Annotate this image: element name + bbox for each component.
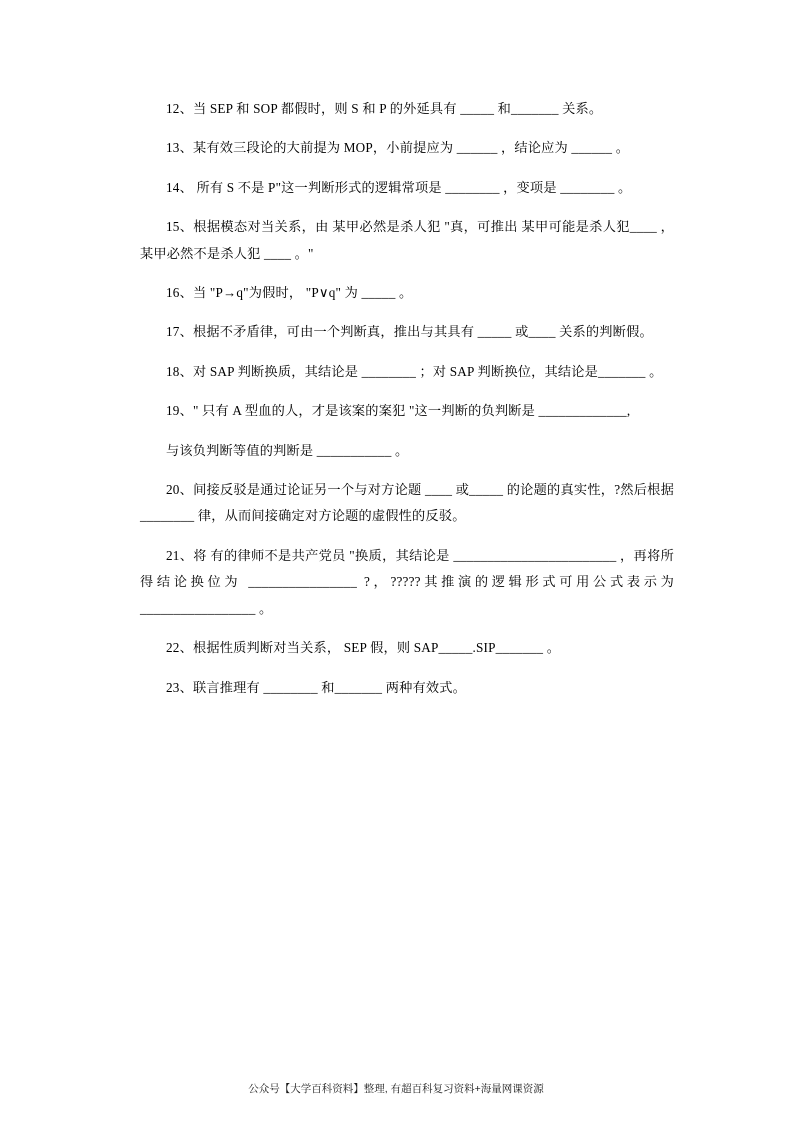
question-item: 12、当 SEP 和 SOP 都假时，则 S 和 P 的外延具有 _____ 和_______ 关系。 (166, 101, 603, 116)
question-item-continuation: 与该负判断等值的判断是 ___________ 。 (166, 442, 409, 458)
question-item: 23、联言推理有 ________ 和_______ 两种有效式。 (166, 679, 467, 695)
question-item: 16、当 "P→q"为假时， "P∨q" 为 _____ 。 (166, 285, 413, 301)
question-item: 22、根据性质判断对当关系， SEP 假，则 SAP_____.SIP_______ 。 (166, 640, 561, 656)
question-item: 18、对 SAP 判断换质，其结论是 ________ ；对 SAP 判断换位，其结论是_______ 。 (166, 363, 663, 379)
question-list (140, 96, 674, 701)
page-footer: 公众号【大学百科资料】整理, 有超百科复习资料+海量网课资源 (248, 1083, 544, 1095)
question-item: 20、间接反驳是通过论证另一个与对方论题 ____ 或_____ 的论题的真实性，?然后根据 ________ 律，从而间接确定对方论题的虚假性的反驳。 (140, 482, 674, 524)
question-item: 19、" 只有 A 型血的人，才是该案的案犯 "这一判断的负判断是 _____________, (166, 403, 631, 419)
question-item: 15、根据模态对当关系，由 某甲必然是杀人犯 "真，可推出 某甲可能是杀人犯____ ，某甲必然不是杀人犯 ____ 。" (140, 219, 674, 261)
question-item: 17、根据不矛盾律，可由一个判断真，推出与其具有 _____ 或____ 关系的判断假。 (166, 324, 653, 340)
question-item: 14、 所有 S 不是 P"这一判断形式的逻辑常项是 ________ ，变项是 ________ 。 (166, 179, 632, 195)
question-item: 21、将 有的律师不是共产党员 "换质，其结论是 ________________________ ，再将所得结论换位为 ________________ ?，?????其推演的逻辑形式可用公式表示为 _________________ 。 (140, 547, 674, 616)
question-item: 13、某有效三段论的大前提为 MOP，小前提应为 ______ ，结论应为 ______ 。 (166, 140, 630, 156)
